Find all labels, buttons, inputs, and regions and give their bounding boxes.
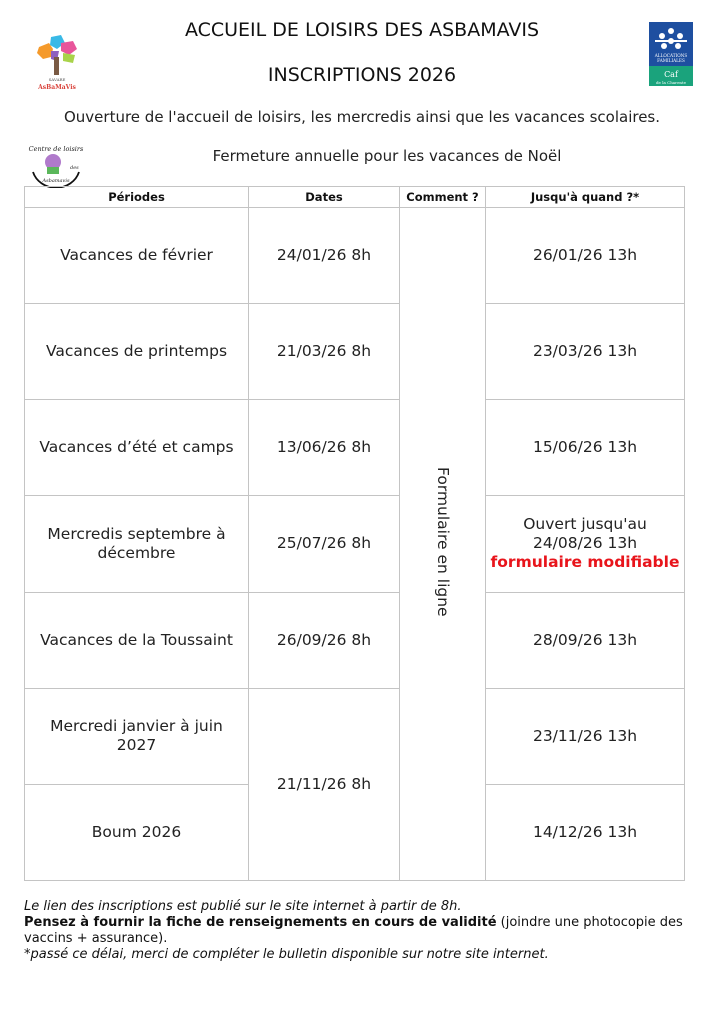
table-header-row [25, 187, 685, 208]
closure-note: Fermeture annuelle pour les vacances de Noël [212, 147, 562, 165]
until-cell: 15/06/26 13h [486, 400, 685, 496]
date-cell-merged: 21/11/26 8h [249, 688, 400, 880]
footer-link-note: Le lien des inscriptions est publié sur le site internet à partir de 8h. [24, 899, 462, 914]
period-cell: Vacances de février [25, 208, 249, 304]
registration-schedule-table [24, 186, 685, 881]
svg-text:FAMILIALES: FAMILIALES [657, 58, 685, 63]
period-cell: Mercredi janvier à juin 2027 [25, 688, 249, 784]
until-cell: 23/03/26 13h [486, 304, 685, 400]
date-cell: 26/09/26 8h [249, 592, 400, 688]
svg-text:AsBaMaVis: AsBaMaVis [38, 84, 76, 91]
table-row [25, 304, 685, 400]
svg-text:SAVARE: SAVARE [48, 77, 66, 82]
svg-text:Asbamavis: Asbamavis [42, 178, 70, 184]
until-line1: Ouvert jusqu'au [523, 515, 647, 534]
svg-text:des: des [70, 165, 79, 171]
period-cell: Vacances de la Toussaint [25, 592, 249, 688]
svg-text:ALLOCATIONS: ALLOCATIONS [654, 53, 688, 58]
until-line2: 24/08/26 13h [532, 534, 638, 553]
until-cell: 26/01/26 13h [486, 208, 685, 304]
editable-form-note: formulaire modifiable [490, 553, 680, 572]
page-subtitle: INSCRIPTIONS 2026 [267, 64, 457, 86]
svg-text:de la Charente: de la Charente [656, 80, 686, 85]
period-cell: Vacances de printemps [25, 304, 249, 400]
page-title: ACCUEIL DE LOISIRS DES ASBAMAVIS [184, 19, 540, 41]
table-row [25, 208, 685, 304]
table-row [25, 400, 685, 496]
svg-text:Caf: Caf [664, 70, 678, 79]
footer-deadline-note: *passé ce délai, merci de compléter le bulletin disponible sur notre site internet. [24, 947, 549, 962]
table-row [25, 688, 685, 784]
comment-merged-cell [400, 208, 486, 881]
period-cell: Mercredis septembre à décembre [25, 496, 249, 592]
table-row [25, 496, 685, 592]
table-row [25, 592, 685, 688]
header-periods: Périodes [25, 187, 249, 208]
opening-note: Ouverture de l'accueil de loisirs, les mercredis ainsi que les vacances scolaires. [63, 108, 661, 126]
footer-documents-rest: (joindre une photocopie des vaccins + assurance). [24, 915, 683, 946]
footer-documents-bold: Pensez à fournir la fiche de renseignements en cours de validité [24, 915, 497, 930]
footer-notes [24, 899, 704, 963]
svg-text:Centre de loisirs: Centre de loisirs [28, 145, 84, 153]
header-until: Jusqu'à quand ?* [486, 187, 685, 208]
footer-documents-note [24, 915, 704, 947]
period-cell: Boum 2026 [25, 784, 249, 880]
until-cell: 28/09/26 13h [486, 592, 685, 688]
date-cell: 21/03/26 8h [249, 304, 400, 400]
date-cell: 13/06/26 8h [249, 400, 400, 496]
until-cell: 23/11/26 13h [486, 688, 685, 784]
date-cell: 25/07/26 8h [249, 496, 400, 592]
header-comment: Comment ? [400, 187, 486, 208]
until-cell: 14/12/26 13h [486, 784, 685, 880]
period-cell: Vacances d’été et camps [25, 400, 249, 496]
online-form-label: Formulaire en ligne [434, 466, 452, 617]
date-cell: 24/01/26 8h [249, 208, 400, 304]
until-cell [486, 496, 685, 592]
header-dates: Dates [249, 187, 400, 208]
